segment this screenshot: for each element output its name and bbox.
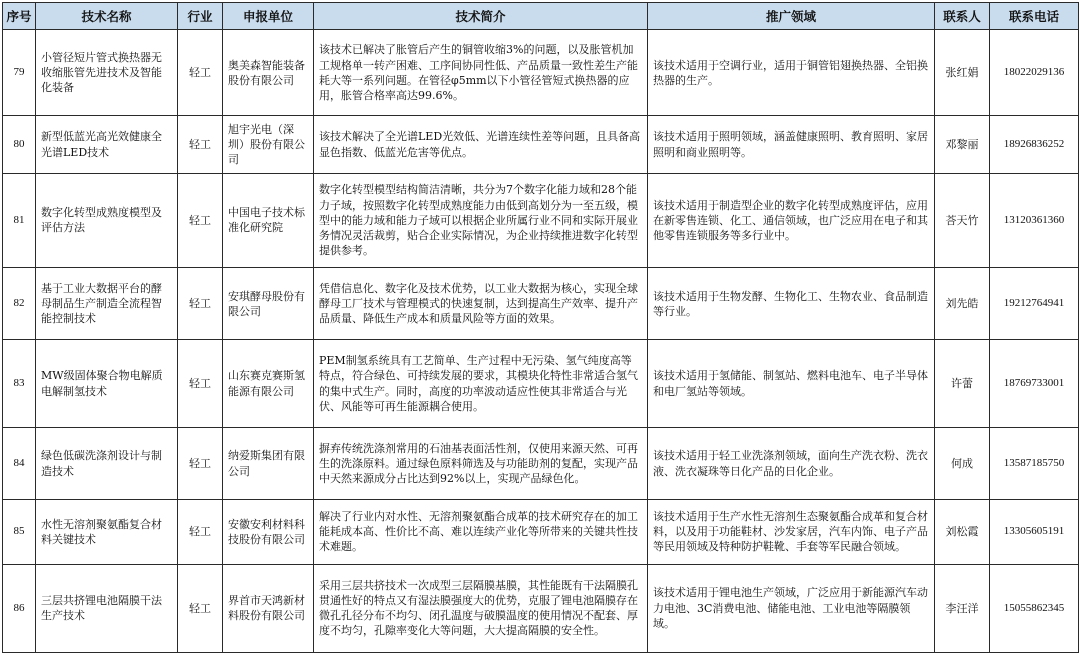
row-scope: 该技术适用于氢储能、制氢站、燃料电池车、电子半导体和电厂氢站等领域。 — [648, 340, 935, 427]
row-summary: 摒弃传统洗涤剂常用的石油基表面活性剂，仅使用来源天然、可再生的洗涤原料。通过绿色原料筛选及与功能助剂的复配，实现产品中天然来源成分占比达到92%以上，实现产品绿色化。 — [314, 427, 648, 499]
header-summary: 技术简介 — [314, 3, 648, 30]
row-contact: 何成 — [935, 427, 990, 499]
row-contact: 荅天竹 — [935, 173, 990, 267]
row-seq: 83 — [3, 340, 36, 427]
row-summary: 凭借信息化、数字化及技术优势，以工业大数据为核心，实现全球酵母工厂技术与管理模式的快速复制，达到提高生产效率、提升产品质量、降低生产成本和质量风险等方面的效果。 — [314, 268, 648, 340]
row-seq: 85 — [3, 500, 36, 564]
row-tech-name: MW级固体聚合物电解质电解制氢技术 — [36, 340, 178, 427]
row-scope: 该技术适用于锂电池生产领域，广泛应用于新能源汽车动力电池、3C消费电池、储能电池、工业电池等隔膜领域。 — [648, 564, 935, 652]
row-contact: 邓黎丽 — [935, 116, 990, 173]
table-row — [3, 340, 1079, 427]
row-applicant: 安徽安利材料科技股份有限公司 — [223, 500, 314, 564]
row-contact: 李汪洋 — [935, 564, 990, 652]
row-seq: 80 — [3, 116, 36, 173]
row-scope: 该技术适用于空调行业，适用于铜管铝翅换热器、全铝换热器的生产。 — [648, 30, 935, 116]
table-row — [3, 564, 1079, 652]
row-phone: 13587185750 — [990, 427, 1079, 499]
row-phone: 18926836252 — [990, 116, 1079, 173]
row-industry: 轻工 — [178, 116, 223, 173]
row-phone: 19212764941 — [990, 268, 1079, 340]
header-industry: 行业 — [178, 3, 223, 30]
row-contact: 刘松霞 — [935, 500, 990, 564]
row-seq: 82 — [3, 268, 36, 340]
row-seq: 84 — [3, 427, 36, 499]
header-applicant: 申报单位 — [223, 3, 314, 30]
row-phone: 13305605191 — [990, 500, 1079, 564]
header-row — [3, 3, 1079, 30]
row-phone: 18769733001 — [990, 340, 1079, 427]
table-row — [3, 30, 1079, 116]
row-industry: 轻工 — [178, 30, 223, 116]
row-tech-name: 数字化转型成熟度模型及评估方法 — [36, 173, 178, 267]
table-row — [3, 116, 1079, 173]
row-industry: 轻工 — [178, 500, 223, 564]
row-scope: 该技术适用于轻工业洗涤剂领域，面向生产洗衣粉、洗衣液、洗衣凝珠等日化产品的日化企业。 — [648, 427, 935, 499]
header-seq: 序号 — [3, 3, 36, 30]
table-row — [3, 268, 1079, 340]
row-phone: 18022029136 — [990, 30, 1079, 116]
row-tech-name: 水性无溶剂聚氨酯复合材料关键技术 — [36, 500, 178, 564]
row-contact: 刘先皓 — [935, 268, 990, 340]
row-industry: 轻工 — [178, 268, 223, 340]
row-seq: 79 — [3, 30, 36, 116]
header-tech-name: 技术名称 — [36, 3, 178, 30]
row-applicant: 中国电子技术标准化研究院 — [223, 173, 314, 267]
row-scope: 该技术适用于制造型企业的数字化转型成熟度评估，应用在新零售连锁、化工、通信领域，也广泛应用在电子和其他零售连锁服务等多行业中。 — [648, 173, 935, 267]
tech-table — [2, 2, 1079, 653]
table-row — [3, 173, 1079, 267]
row-industry: 轻工 — [178, 173, 223, 267]
row-summary: 数字化转型模型结构简洁清晰，共分为7个数字化能力域和28个能力子域，按照数字化转型成熟度能力由低到高划分为一至五级，模型中的能力域和能力子域可以根据企业所属行业不同和实际开展业务情况灵活裁剪，贴合企业实际情况，为企业持续推进数字化转型提供参考。 — [314, 173, 648, 267]
row-applicant: 奥美森智能装备股份有限公司 — [223, 30, 314, 116]
row-contact: 许蕾 — [935, 340, 990, 427]
header-phone: 联系电话 — [990, 3, 1079, 30]
row-tech-name: 绿色低碳洗涤剂设计与制造技术 — [36, 427, 178, 499]
row-phone: 13120361360 — [990, 173, 1079, 267]
row-scope: 该技术适用于生物发酵、生物化工、生物农业、食品制造等行业。 — [648, 268, 935, 340]
row-summary: PEM制氢系统具有工艺简单、生产过程中无污染、氢气纯度高等特点，符合绿色、可持续发展的要求，其模块化特性非常适合氢气的集中式生产。同时，高度的功率波动适应性使其非常适合与光伏、风能等可再生能源耦合使用。 — [314, 340, 648, 427]
row-tech-name: 新型低蓝光高光效健康全光谱LED技术 — [36, 116, 178, 173]
row-applicant: 界首市天鸿新材料股份有限公司 — [223, 564, 314, 652]
row-summary: 采用三层共挤技术一次成型三层隔膜基膜，其性能既有干法隔膜孔贯通性好的特点又有湿法膜强度大的优势，克服了锂电池隔膜存在微孔孔径分布不均匀、闭孔温度与破膜温度的使用情况不配套、厚度不均匀，孔隙率变化大等问题，大大提高隔膜的安全性。 — [314, 564, 648, 652]
row-industry: 轻工 — [178, 340, 223, 427]
table-row — [3, 500, 1079, 564]
row-summary: 该技术已解决了胀管后产生的铜管收缩3%的问题，以及胀管机加工规格单一转产困难、工序间协同性低、产品质量一致性差生产能耗大等一系列问题。在管径φ5mm以下小管径管短式换热器的应用，胀管合格率高达99.6%。 — [314, 30, 648, 116]
row-applicant: 山东赛克赛斯氢能源有限公司 — [223, 340, 314, 427]
row-tech-name: 小管径短片管式换热器无收缩胀管先进技术及智能化装备 — [36, 30, 178, 116]
row-seq: 81 — [3, 173, 36, 267]
row-industry: 轻工 — [178, 564, 223, 652]
row-contact: 张红娟 — [935, 30, 990, 116]
header-contact: 联系人 — [935, 3, 990, 30]
header-scope: 推广领域 — [648, 3, 935, 30]
row-phone: 15055862345 — [990, 564, 1079, 652]
row-tech-name: 基于工业大数据平台的酵母制品生产制造全流程智能控制技术 — [36, 268, 178, 340]
row-seq: 86 — [3, 564, 36, 652]
row-applicant: 纳爱斯集团有限公司 — [223, 427, 314, 499]
row-applicant: 旭宇光电（深圳）股份有限公司 — [223, 116, 314, 173]
row-industry: 轻工 — [178, 427, 223, 499]
row-scope: 该技术适用于生产水性无溶剂生态聚氨酯合成革和复合材料，以及用于功能鞋材、沙发家居，汽车内饰、电子产品等民用领域及特种防护鞋靴、手套等军民融合领域。 — [648, 500, 935, 564]
table-row — [3, 427, 1079, 499]
row-summary: 解决了行业内对水性、无溶剂聚氨酯合成革的技术研究存在的加工能耗成本高、性价比不高、难以连续产业化等所带来的关键共性技术难题。 — [314, 500, 648, 564]
row-summary: 该技术解决了全光谱LED光效低、光谱连续性差等问题，且具备高显色指数、低蓝光危害等优点。 — [314, 116, 648, 173]
row-scope: 该技术适用于照明领域，涵盖健康照明、教育照明、家居照明和商业照明等。 — [648, 116, 935, 173]
row-tech-name: 三层共挤锂电池隔膜干法生产技术 — [36, 564, 178, 652]
row-applicant: 安琪酵母股份有限公司 — [223, 268, 314, 340]
